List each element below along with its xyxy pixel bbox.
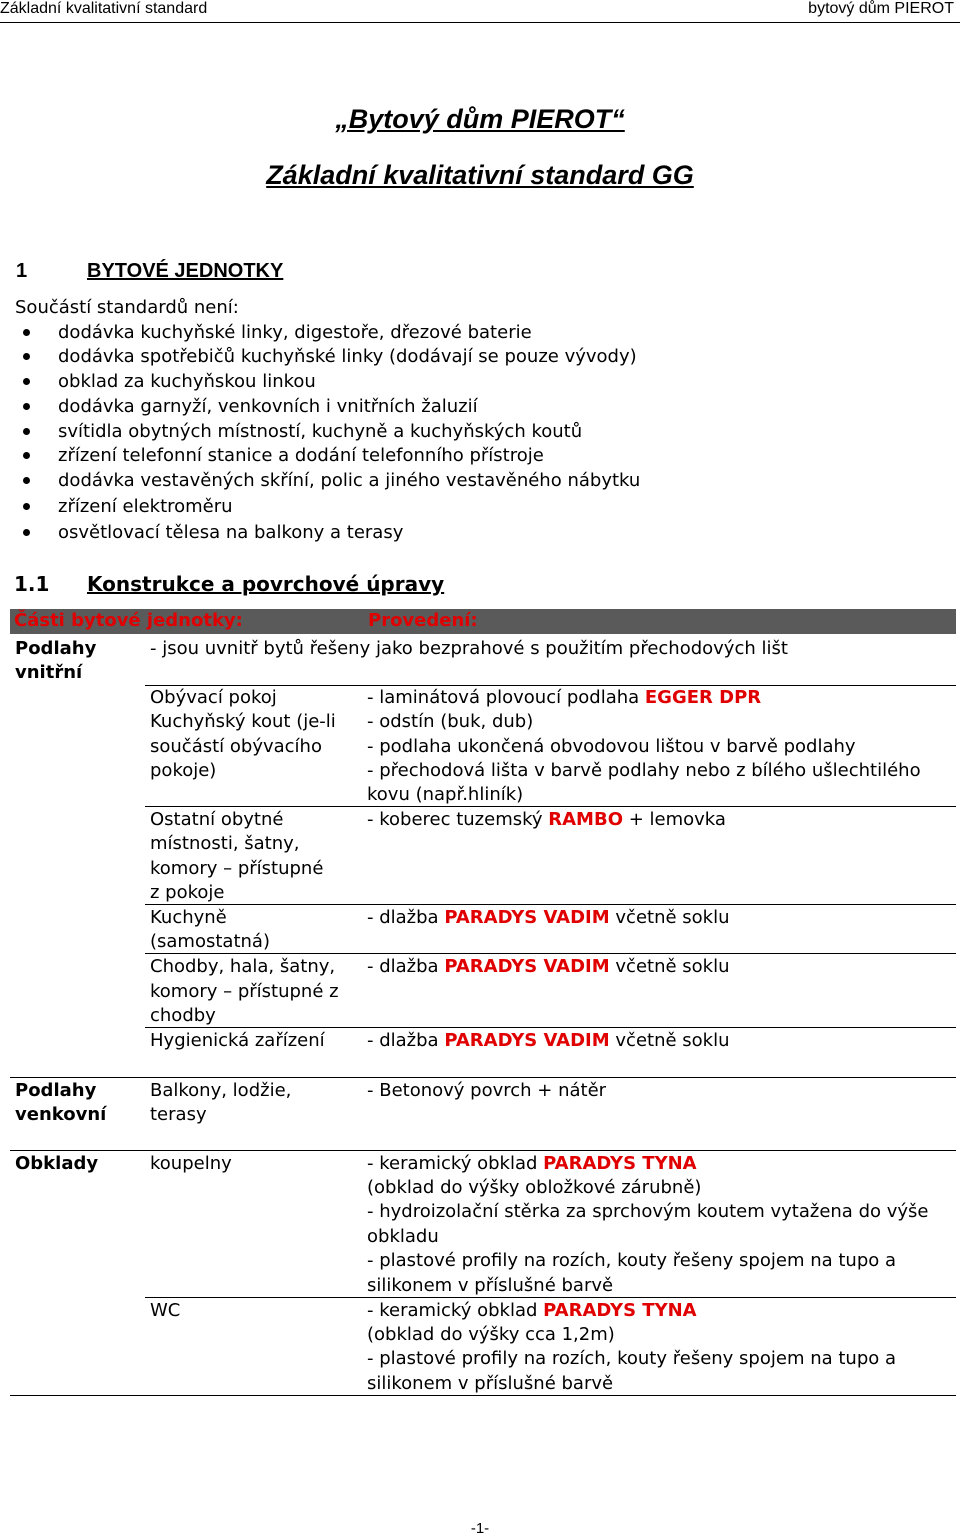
floor-internal-note: - jsou uvnitř bytů řešeny jako bezprahové s použitím přechodových lišt [150, 638, 788, 659]
room-cell: součástí obývacího [150, 736, 322, 757]
bullet-icon [23, 452, 30, 459]
list-item: zřízení elektroměru [58, 496, 233, 517]
divider [145, 904, 956, 905]
room-cell: pokoje) [150, 760, 217, 781]
room-cell: terasy [150, 1104, 207, 1125]
list-item: obklad za kuchyňskou linkou [58, 371, 316, 392]
document-title: „Bytový dům PIEROT“ [335, 104, 625, 134]
spec-line: - dlažba PARADYS VADIM včetně soklu [367, 907, 730, 928]
bullet-icon [23, 378, 30, 385]
row-label-floor-internal-2: vnitřní [15, 662, 83, 683]
bullet-icon [23, 477, 30, 484]
row-label-floor-external-2: venkovní [15, 1104, 107, 1125]
bullet-icon [23, 329, 30, 336]
row-label-tiles: Obklady [15, 1153, 99, 1174]
product-name: PARADYS VADIM [444, 1030, 610, 1051]
list-item: dodávka kuchyňské linky, digestoře, dřezové baterie [58, 322, 532, 343]
spec-line: - odstín (buk, dub) [367, 711, 534, 732]
bullet-icon [23, 403, 30, 410]
divider [10, 1150, 956, 1151]
list-item: svítidla obytných místností, kuchyně a kuchyňských koutů [58, 421, 583, 442]
room-cell: WC [150, 1300, 181, 1321]
spec-line: - keramický obklad PARADYS TYNA [367, 1153, 697, 1174]
not-included-label: Součástí standardů není: [15, 297, 239, 318]
spec-line: - laminátová plovoucí podlaha EGGER DPR [367, 687, 762, 708]
room-cell: Balkony, lodžie, [150, 1080, 292, 1101]
spec-line: - plastové profily na rozích, kouty řešeny spojem na tupo a [367, 1250, 897, 1271]
table-header-parts: Části bytové jednotky: [14, 610, 243, 631]
spec-line: (obklad do výšky obložkové zárubně) [367, 1177, 702, 1198]
product-name: PARADYS TYNA [543, 1153, 697, 1174]
spec-line: silikonem v příslušné barvě [367, 1275, 614, 1296]
spec-line: - dlažba PARADYS VADIM včetně soklu [367, 1030, 730, 1051]
spec-line: - podlaha ukončená obvodovou lištou v barvě podlahy [367, 736, 856, 757]
bullet-icon [23, 428, 30, 435]
spec-line: - plastové profily na rozích, kouty řešeny spojem na tupo a [367, 1348, 897, 1369]
product-name: PARADYS VADIM [444, 907, 610, 928]
divider [145, 1297, 956, 1298]
spec-line: - koberec tuzemský RAMBO + lemovka [367, 809, 726, 830]
section-title: BYTOVÉ JEDNOTKY [87, 260, 284, 282]
room-cell: Ostatní obytné [150, 809, 284, 830]
row-label-floor-external-1: Podlahy [15, 1080, 97, 1101]
product-name: EGGER DPR [644, 687, 762, 708]
header-right: bytový dům PIEROT [808, 0, 954, 17]
divider [10, 1395, 956, 1396]
row-label-floor-internal-1: Podlahy [15, 638, 97, 659]
table-header-bar [10, 609, 956, 634]
spec-line: kovu (např.hliník) [367, 784, 524, 805]
spec-line: - přechodová lišta v barvě podlahy nebo z bílého ušlechtilého [367, 760, 921, 781]
list-item: dodávka garnyží, venkovních i vnitřních žaluzií [58, 396, 478, 417]
list-item: zřízení telefonní stanice a dodání telefonního přístroje [58, 445, 544, 466]
header-left: Základní kvalitativní standard [0, 0, 208, 17]
section-number: 1 [16, 260, 28, 282]
divider [145, 953, 956, 954]
spec-line: - Betonový povrch + nátěr [367, 1080, 607, 1101]
spec-line: - hydroizolační stěrka za sprchovým koutem vytažena do výše [367, 1201, 929, 1222]
room-cell: Kuchyňský kout (je-li [150, 711, 336, 732]
document-subtitle: Základní kvalitativní standard GG [266, 160, 694, 190]
spec-line: (obklad do výšky cca 1,2m) [367, 1324, 615, 1345]
bullet-icon [23, 353, 30, 360]
room-cell: místnosti, šatny, [150, 833, 300, 854]
room-cell: (samostatná) [150, 931, 270, 952]
subsection-number: 1.1 [14, 572, 50, 596]
bullet-icon [23, 503, 30, 510]
product-name: PARADYS TYNA [543, 1300, 697, 1321]
spec-line: silikonem v příslušné barvě [367, 1373, 614, 1394]
spec-line: obkladu [367, 1226, 439, 1247]
product-name: PARADYS VADIM [444, 956, 610, 977]
bullet-icon [23, 529, 30, 536]
spec-line: - dlažba PARADYS VADIM včetně soklu [367, 956, 730, 977]
room-cell: komory – přístupné [150, 858, 324, 879]
room-cell: Kuchyně [150, 907, 227, 928]
room-cell: Chodby, hala, šatny, [150, 956, 336, 977]
room-cell: z pokoje [150, 882, 225, 903]
page-number: -1- [470, 1520, 490, 1537]
room-cell: komory – přístupné z [150, 981, 339, 1002]
subsection-title: Konstrukce a povrchové úpravy [87, 572, 445, 596]
product-name: RAMBO [548, 809, 623, 830]
room-cell: Hygienická zařízení [150, 1030, 325, 1051]
room-cell: chodby [150, 1005, 216, 1026]
divider [10, 1077, 956, 1078]
divider [145, 806, 956, 807]
header-rule [0, 22, 960, 23]
list-item: dodávka spotřebičů kuchyňské linky (dodávají se pouze vývody) [58, 346, 637, 367]
list-item: dodávka vestavěných skříní, polic a jiného vestavěného nábytku [58, 470, 641, 491]
divider [145, 1027, 956, 1028]
spec-line: - keramický obklad PARADYS TYNA [367, 1300, 697, 1321]
table-header-execution: Provedení: [368, 610, 478, 631]
list-item: osvětlovací tělesa na balkony a terasy [58, 522, 404, 543]
room-cell: Obývací pokoj [150, 687, 277, 708]
room-cell: koupelny [150, 1153, 232, 1174]
